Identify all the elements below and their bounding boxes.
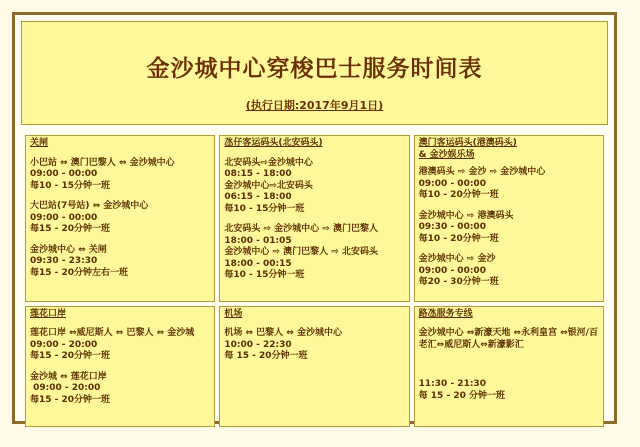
cell-title: 澳门客运码头(港澳码头) [418,138,517,148]
cell-title: 路氹服务专线 [418,308,473,319]
route-text: 金沙城中心 ⇨ 港澳码头 [418,210,514,221]
route-frequency: 每15 - 20分钟一班 [30,394,111,405]
route-text: 港澳码头 ⇨ 金沙 ⇨ 金沙城中心 [418,167,546,177]
route-frequency: 每15 - 20分钟左右一班 [30,267,129,278]
effective-date: (执行日期:2017年9月1日) [245,99,384,112]
route-frequency: 每10 - 20分钟一班 [418,233,499,244]
route-frequency: 每10 - 15分钟一班 [224,270,305,280]
route-entry [224,224,404,282]
route-entry [419,167,599,202]
route-entry [30,372,210,407]
route-text: 金沙城中心⇨北安码头 [224,180,313,191]
route-hours: 18:00 - 00:15 [224,258,292,269]
cell-lotus-checkpoint [25,306,215,427]
route-entry [419,211,599,246]
route-hours: 09:00 - 20:00 [30,339,98,350]
route-hours: 09:00 - 00:00 [418,265,486,276]
route-frequency: 每10 - 15分钟一班 [30,180,111,191]
cell-title-secondary: & 金沙娱乐场 [418,149,475,160]
cell-title: 氹仔客运码头(北安码头) [224,138,323,148]
cell-airport [219,306,409,427]
cell-title: 机场 [224,308,243,319]
route-entry [30,158,210,193]
route-text: 北安码头 ⇨ 金沙城中心 ⇨ 澳门巴黎人 [224,224,378,234]
route-frequency: 每 15 - 20 分钟一班 [418,390,505,401]
schedule-grid [21,131,608,431]
route-text: 莲花口岸 ⇔威尼斯人 ⇔ 巴黎人 ⇔ 金沙城 [30,328,195,338]
schedule-frame [12,12,617,424]
cell-cotai-special [414,306,604,427]
route-entry [224,158,404,216]
cell-taipa-ferry [219,135,409,302]
route-entry [30,245,210,280]
cell-macau-ferry [414,135,604,302]
route-text: 小巴站 ⇔ 澳门巴黎人 ⇔ 金沙城中心 [30,157,175,168]
header-panel [21,21,608,125]
route-frequency: 每15 - 20分钟一班 [30,224,111,234]
route-hours: 11:30 - 21:30 [418,379,486,389]
route-frequency: 每10 - 15分钟一班 [224,203,305,214]
route-frequency: 每20 - 30分钟一班 [418,277,499,287]
route-frequency: 每 15 - 20分钟一班 [224,351,308,361]
route-hours: 10:00 - 22:30 [224,339,292,350]
route-text: 大巴站(7号站) ⇔ 金沙城中心 [30,201,149,211]
route-entry [419,254,599,289]
route-hours: 08:15 - 18:00 [224,169,292,179]
route-hours: 09:00 - 00:00 [30,169,98,179]
cell-title: 莲花口岸 [30,308,67,319]
spacer [419,351,599,379]
route-frequency: 每15 - 20分钟一班 [30,351,111,361]
route-frequency: 每10 - 20分钟一班 [418,190,499,200]
route-text: 金沙城 ⇔ 莲花口岸 [30,371,107,382]
route-text: 金沙城中心 ⇨ 金沙 [418,254,496,264]
route-text: 北安码头⇨金沙城中心 [224,157,313,168]
route-text: 机场 ⇔ 巴黎人 ⇔ 金沙城中心 [224,328,342,338]
route-text: 金沙城中心 ⇨ 澳门巴黎人 ⇨ 北安码头 [224,247,378,257]
page-title: 金沙城中心穿梭巴士服务时间表 [146,56,483,82]
route-entry [30,328,210,363]
route-hours: 09:00 - 20:00 [30,383,101,393]
route-hours: 09:30 - 00:00 [418,222,486,232]
route-text: 金沙城中心 ⇔新濠天地 ⇔永利皇宫 ⇔银河/百老汇⇔威尼斯人⇔新濠影汇 [418,328,598,350]
route-hours: 09:00 - 00:00 [418,178,486,189]
route-entry [224,328,404,363]
route-hours: 18:00 - 01:05 [224,235,292,246]
route-hours: 06:15 - 18:00 [224,192,292,202]
route-hours: 09:00 - 00:00 [30,212,98,223]
route-text: 金沙城中心 ⇔ 关闸 [30,244,107,255]
route-hours: 09:30 - 23:30 [30,256,98,266]
route-entry [30,201,210,236]
cell-title: 关闸 [30,138,49,148]
cell-guanzha [25,135,215,302]
